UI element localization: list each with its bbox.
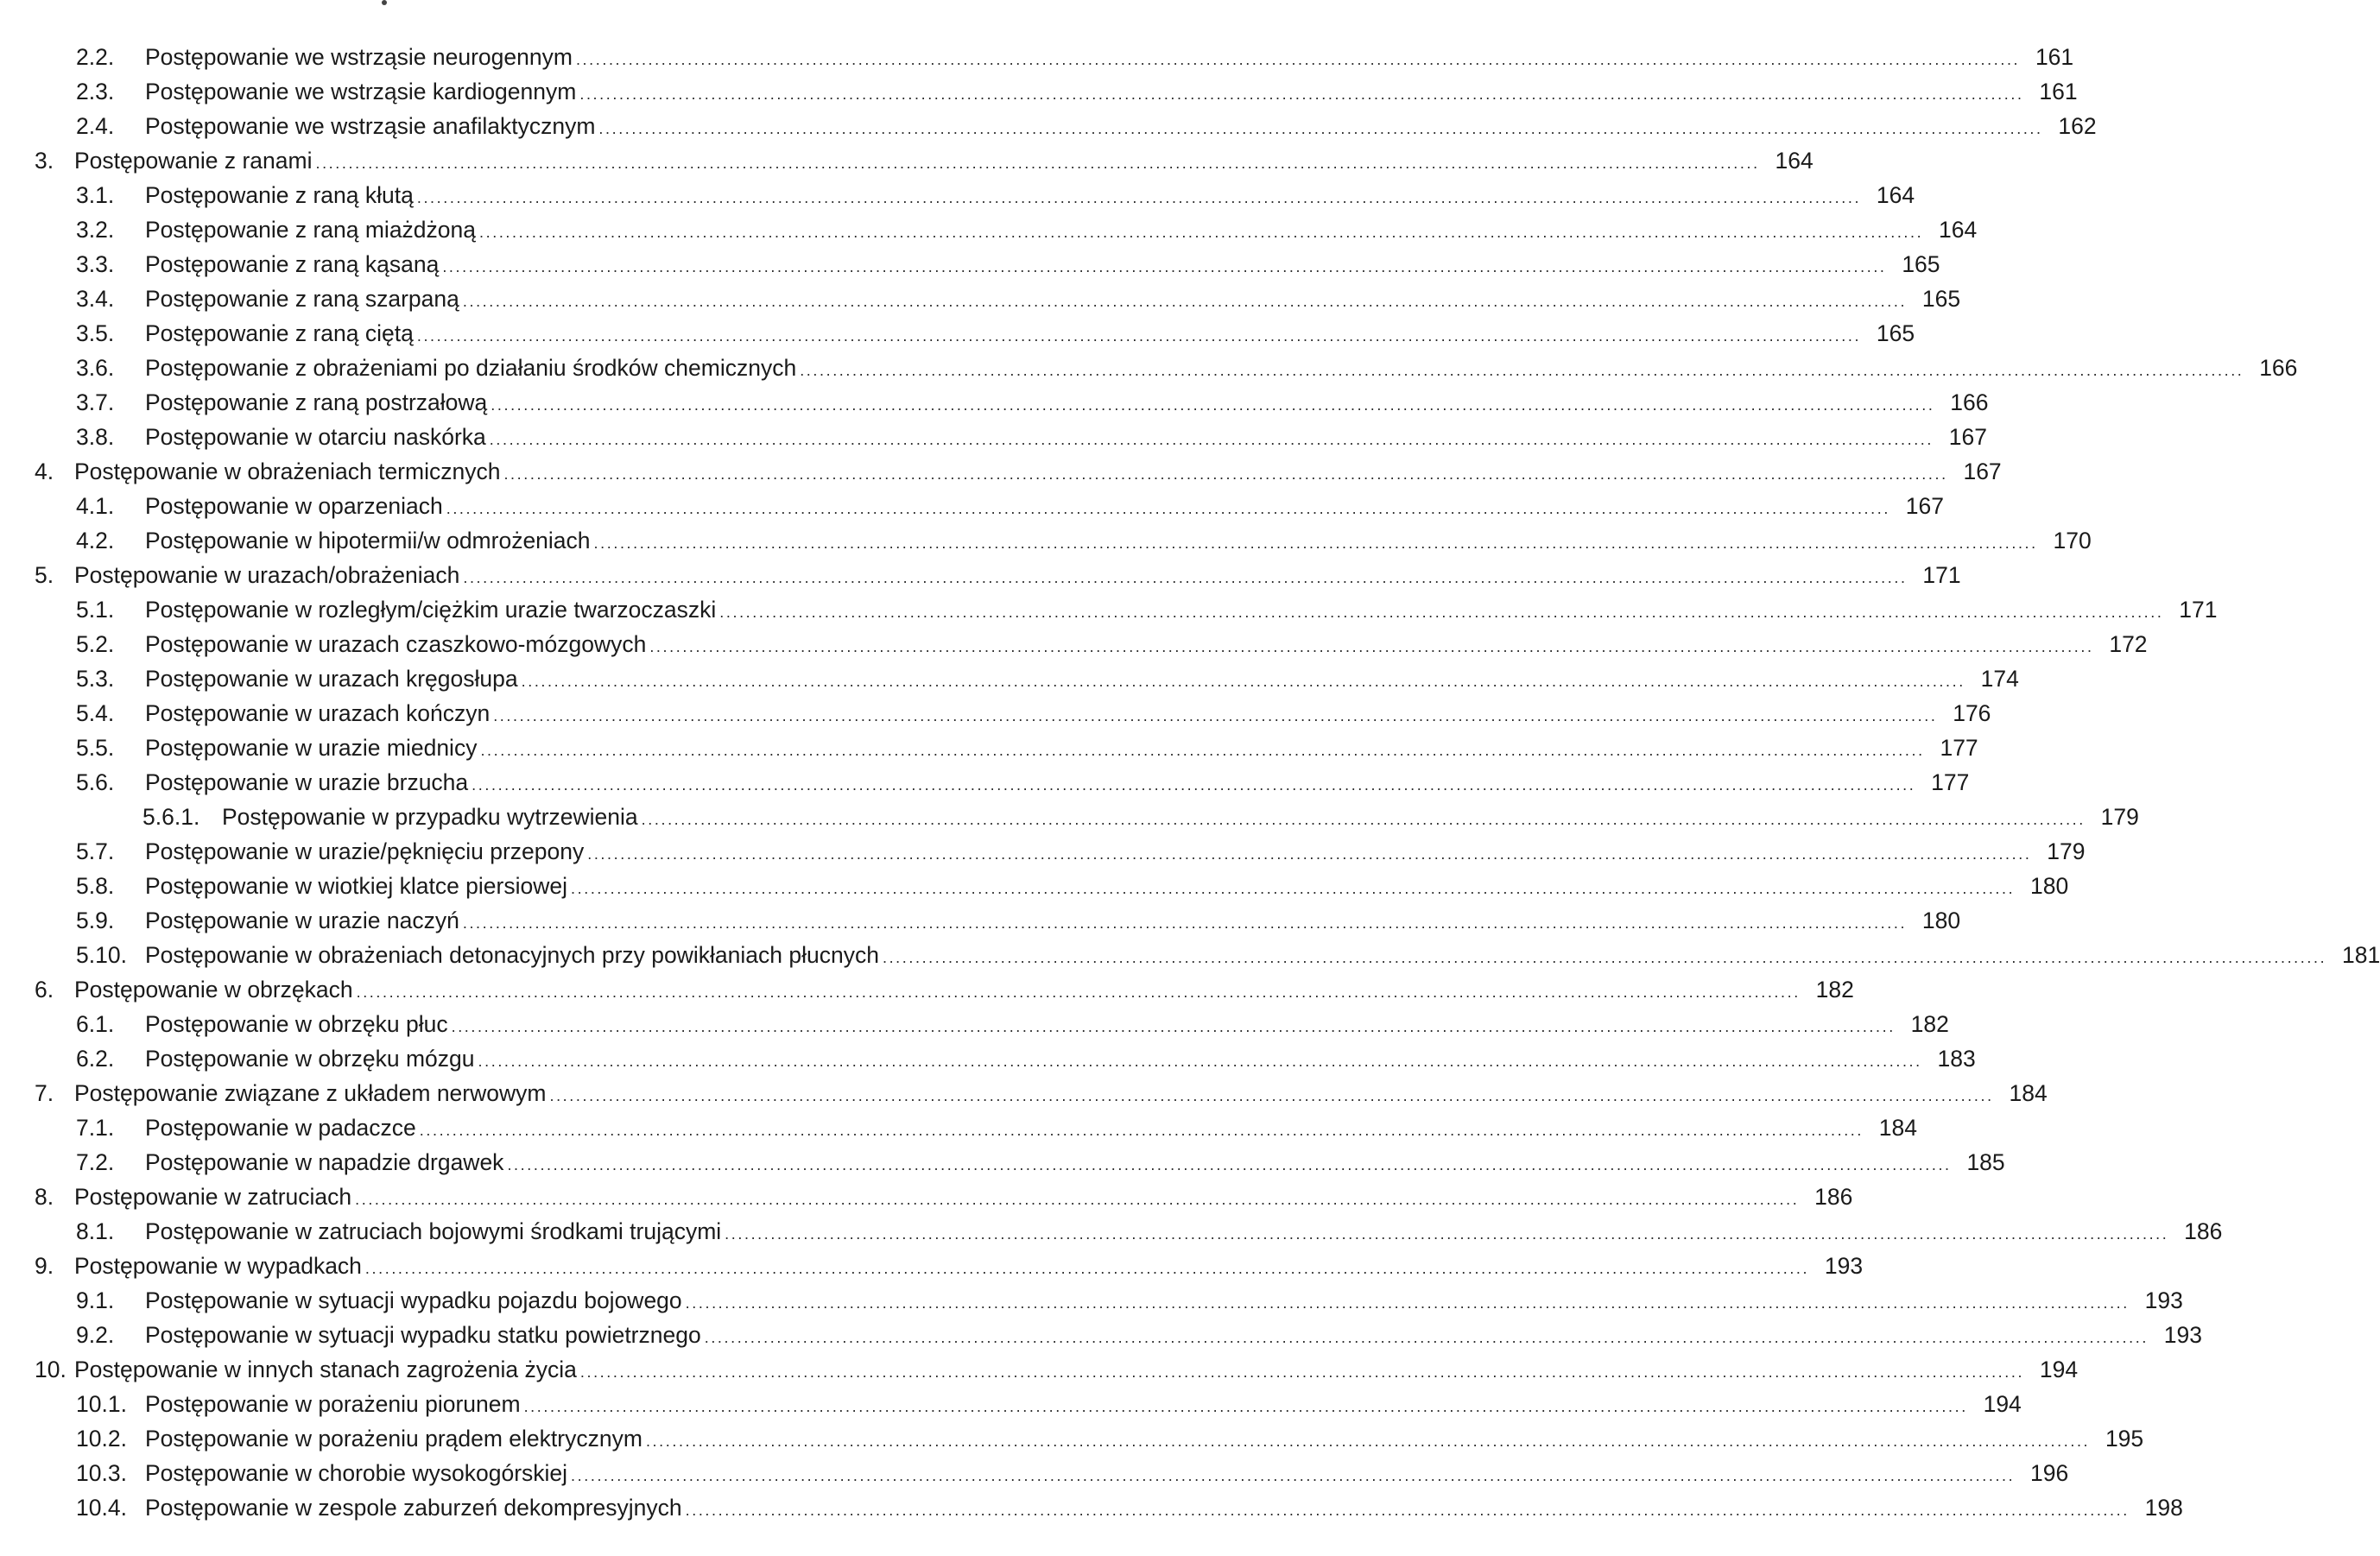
- toc-entry-number: 2.4.: [76, 113, 115, 139]
- toc-entry-title: Postępowanie we wstrząsie neurogennym: [145, 44, 573, 70]
- toc-entry-number: 5.8.: [76, 873, 115, 899]
- toc-entry-title: Postępowanie w urazie/pęknięciu przepony: [145, 838, 585, 864]
- toc-entry-page: 183: [1937, 1046, 1976, 1072]
- toc-entry-number: 9.: [35, 1253, 54, 1279]
- toc-entry-page: 177: [1940, 735, 1978, 761]
- toc-entry: [0, 1456, 2069, 1490]
- toc-entry: [0, 212, 1978, 247]
- toc-entry: [0, 109, 2097, 143]
- toc-entry-title: Postępowanie w obrzęku mózgu: [145, 1046, 475, 1072]
- toc-entry: [0, 1180, 1853, 1214]
- toc-entry-page: 194: [2039, 1357, 2079, 1382]
- dot-leader: ............................................................................................................................................................................................................................: [503, 465, 1948, 483]
- toc-entry-number: 4.1.: [76, 493, 115, 519]
- toc-entry-page: 180: [1921, 908, 1961, 933]
- toc-entry-title: Postępowanie z raną kłutą: [145, 182, 414, 208]
- toc-entry-number: 5.9.: [76, 908, 115, 933]
- toc-entry: [0, 592, 2218, 627]
- toc-entry: [0, 1041, 1976, 1076]
- toc-entry-title: Postępowanie w urazach kręgosłupa: [145, 666, 518, 692]
- toc-entry-number: 3.3.: [76, 251, 115, 277]
- toc-entry: [0, 1490, 2183, 1525]
- toc-entry-title: Postępowanie z raną ciętą: [145, 320, 414, 346]
- toc-entry: [0, 869, 2069, 903]
- dot-leader: ............................................................................................................................................................................................................................: [480, 742, 1925, 759]
- toc-entry-page: 166: [1950, 389, 1989, 415]
- toc-entry: [0, 938, 2380, 972]
- toc-entry: [0, 454, 2002, 489]
- toc-entry-page: 193: [2144, 1287, 2183, 1313]
- toc-entry-title: Postępowanie w innych stanach zagrożenia życia: [74, 1357, 577, 1382]
- toc-entry-number: 8.: [35, 1184, 54, 1210]
- toc-entry-page: 176: [1953, 700, 1991, 726]
- toc-entry-number: 5.6.1.: [142, 804, 200, 830]
- toc-entry: [0, 351, 2298, 385]
- dot-leader: ............................................................................................................................................................................................................................: [446, 500, 1890, 517]
- toc-entry-number: 10.1.: [76, 1391, 127, 1417]
- toc-entry: [0, 1249, 1864, 1283]
- toc-entry-title: Postępowanie w przypadku wytrzewienia: [222, 804, 638, 830]
- dot-leader: ............................................................................................................................................................................................................................: [704, 1329, 2149, 1346]
- toc-entry-title: Postępowanie w padaczce: [145, 1115, 416, 1141]
- dot-leader: ............................................................................................................................................................................................................................: [725, 1225, 2169, 1243]
- dot-leader: ............................................................................................................................................................................................................................: [549, 1087, 1994, 1104]
- toc-entry-page: 167: [1905, 493, 1944, 519]
- toc-entry-number: 4.: [35, 459, 54, 484]
- toc-entry-title: Postępowanie z raną miażdżoną: [145, 217, 477, 243]
- scan-mark: [382, 0, 387, 5]
- toc-entry-number: 5.2.: [76, 631, 115, 657]
- toc-entry-number: 2.3.: [76, 79, 115, 104]
- toc-entry-number: 7.: [35, 1080, 54, 1106]
- toc-entry-title: Postępowanie w sytuacji wypadku statku powietrznego: [145, 1322, 701, 1348]
- toc-entry: [0, 40, 2074, 74]
- dot-leader: ............................................................................................................................................................................................................................: [364, 1260, 1810, 1277]
- toc-entry-number: 3.4.: [76, 286, 115, 312]
- toc-entry-number: 3.8.: [76, 424, 115, 450]
- dot-leader: ............................................................................................................................................................................................................................: [685, 1294, 2130, 1312]
- toc-entry-page: 161: [2035, 44, 2074, 70]
- toc-entry-number: 10.4.: [76, 1495, 127, 1521]
- toc-entry: [0, 420, 1987, 454]
- dot-leader: ............................................................................................................................................................................................................................: [800, 362, 2244, 379]
- toc-entry: [0, 661, 2019, 696]
- toc-entry-title: Postępowanie w napadzie drgawek: [145, 1149, 504, 1175]
- toc-entry: [0, 523, 2092, 558]
- dot-leader: ............................................................................................................................................................................................................................: [416, 189, 1862, 206]
- toc-entry-page: 194: [1983, 1391, 2022, 1417]
- toc-entry: [0, 696, 1991, 731]
- toc-entry-page: 165: [1902, 251, 1940, 277]
- toc-entry-page: 165: [1921, 286, 1961, 312]
- dot-leader: ............................................................................................................................................................................................................................: [507, 1156, 1952, 1173]
- toc-entry-page: 172: [2109, 631, 2148, 657]
- toc-entry-number: 3.: [35, 148, 54, 174]
- toc-entry-title: Postępowanie w urazie miednicy: [145, 735, 478, 761]
- toc-entry-number: 6.2.: [76, 1046, 115, 1072]
- toc-entry: [0, 1318, 2202, 1352]
- dot-leader: ............................................................................................................................................................................................................................: [479, 224, 1924, 241]
- toc-entry-page: 195: [2105, 1426, 2144, 1452]
- dot-leader: ............................................................................................................................................................................................................................: [355, 1191, 1800, 1208]
- toc-entry-title: Postępowanie w rozległym/ciężkim urazie twarzoczaszki: [145, 597, 717, 623]
- toc-entry-page: 177: [1931, 769, 1970, 795]
- toc-entry: [0, 1283, 2183, 1318]
- dot-leader: ............................................................................................................................................................................................................................: [356, 984, 1801, 1001]
- toc-entry-title: Postępowanie w chorobie wysokogórskiej: [145, 1460, 568, 1486]
- toc-entry: [0, 731, 1978, 765]
- toc-entry-number: 5.1.: [76, 597, 115, 623]
- toc-entry-title: Postępowanie w obrażeniach detonacyjnych przy powikłaniach płucnych: [145, 942, 879, 968]
- toc-entry-number: 5.4.: [76, 700, 115, 726]
- toc-entry-title: Postępowanie we wstrząsie kardiogennym: [145, 79, 577, 104]
- toc-entry-number: 6.: [35, 977, 54, 1003]
- toc-entry-page: 166: [2259, 355, 2298, 381]
- toc-entry-title: Postępowanie w urazie brzucha: [145, 769, 469, 795]
- toc-entry: [0, 1352, 2079, 1387]
- toc-entry: [0, 74, 2078, 109]
- dot-leader: ............................................................................................................................................................................................................................: [685, 1502, 2130, 1519]
- toc-entry: [0, 627, 2148, 661]
- toc-entry-title: Postępowanie w urazach kończyn: [145, 700, 491, 726]
- toc-entry: [0, 143, 1813, 178]
- dot-leader: ............................................................................................................................................................................................................................: [523, 1398, 1968, 1415]
- dot-leader: ............................................................................................................................................................................................................................: [416, 327, 1862, 345]
- toc-entry-page: 196: [2030, 1460, 2069, 1486]
- toc-entry-number: 9.2.: [76, 1322, 115, 1348]
- table-of-contents: [0, 40, 2380, 1525]
- dot-leader: ............................................................................................................................................................................................................................: [579, 1363, 2025, 1381]
- dot-leader: ............................................................................................................................................................................................................................: [571, 1467, 2016, 1484]
- toc-entry-title: Postępowanie w zatruciach: [74, 1184, 352, 1210]
- toc-entry-page: 162: [2058, 113, 2097, 139]
- toc-entry-page: 167: [1963, 459, 2002, 484]
- toc-entry-title: Postępowanie w obrzęku płuc: [145, 1011, 448, 1037]
- toc-entry-title: Postępowanie w oparzeniach: [145, 493, 443, 519]
- toc-entry-title: Postępowanie w sytuacji wypadku pojazdu bojowego: [145, 1287, 682, 1313]
- toc-entry-page: 181: [2341, 942, 2380, 968]
- dot-leader: ............................................................................................................................................................................................................................: [587, 845, 2032, 863]
- dot-leader: ............................................................................................................................................................................................................................: [442, 258, 1887, 275]
- toc-entry-page: 167: [1948, 424, 1987, 450]
- dot-leader: ............................................................................................................................................................................................................................: [491, 396, 1935, 414]
- toc-entry: [0, 1110, 1918, 1145]
- toc-entry-title: Postępowanie w wiotkiej klatce piersiowej: [145, 873, 568, 899]
- toc-entry-title: Postępowanie w urazach czaszkowo-mózgowych: [145, 631, 647, 657]
- dot-leader: ............................................................................................................................................................................................................................: [462, 914, 1908, 932]
- toc-entry-number: 3.2.: [76, 217, 115, 243]
- dot-leader: ............................................................................................................................................................................................................................: [462, 293, 1908, 310]
- toc-entry: [0, 834, 2086, 869]
- toc-entry-page: 174: [1980, 666, 2019, 692]
- toc-entry-title: Postępowanie w hipotermii/w odmrożeniach: [145, 528, 591, 553]
- toc-entry-page: 165: [1876, 320, 1915, 346]
- dot-leader: ............................................................................................................................................................................................................................: [645, 1433, 2091, 1450]
- toc-entry-page: 193: [1824, 1253, 1864, 1279]
- dot-leader: ............................................................................................................................................................................................................................: [463, 569, 1908, 586]
- toc-entry-number: 10.2.: [76, 1426, 127, 1452]
- toc-entry-page: 171: [2179, 597, 2218, 623]
- toc-entry: [0, 385, 1989, 420]
- toc-entry-number: 5.: [35, 562, 54, 588]
- toc-entry-number: 10.3.: [76, 1460, 127, 1486]
- toc-entry: [0, 1421, 2144, 1456]
- dot-leader: ............................................................................................................................................................................................................................: [451, 1018, 1896, 1035]
- toc-entry-title: Postępowanie w obrażeniach termicznych: [74, 459, 501, 484]
- toc-entry: [0, 1145, 2005, 1180]
- toc-entry: [0, 800, 2139, 834]
- toc-entry-number: 7.2.: [76, 1149, 115, 1175]
- toc-entry-page: 179: [2047, 838, 2086, 864]
- toc-entry-page: 185: [1966, 1149, 2005, 1175]
- toc-entry-page: 193: [2163, 1322, 2202, 1348]
- toc-entry: [0, 1007, 1949, 1041]
- toc-entry-title: Postępowanie w porażeniu prądem elektrycznym: [145, 1426, 642, 1452]
- toc-entry-page: 161: [2039, 79, 2078, 104]
- toc-entry: [0, 1214, 2223, 1249]
- toc-entry-page: 182: [1910, 1011, 1949, 1037]
- toc-entry: [0, 281, 1961, 316]
- dot-leader: ............................................................................................................................................................................................................................: [649, 638, 2094, 655]
- toc-entry: [0, 903, 1961, 938]
- toc-entry-number: 3.7.: [76, 389, 115, 415]
- toc-entry: [0, 558, 1961, 592]
- toc-entry-title: Postępowanie w zatruciach bojowymi środkami trującymi: [145, 1218, 722, 1244]
- dot-leader: ............................................................................................................................................................................................................................: [478, 1053, 1922, 1070]
- dot-leader: ............................................................................................................................................................................................................................: [641, 811, 2086, 828]
- toc-entry-page: 164: [1876, 182, 1915, 208]
- toc-entry-page: 186: [2184, 1218, 2223, 1244]
- toc-entry-page: 186: [1814, 1184, 1853, 1210]
- toc-entry-title: Postępowanie z obrażeniami po działaniu środków chemicznych: [145, 355, 797, 381]
- toc-entry-page: 170: [2053, 528, 2092, 553]
- toc-entry-page: 198: [2144, 1495, 2183, 1521]
- toc-entry-number: 5.6.: [76, 769, 115, 795]
- toc-entry-title: Postępowanie w zespole zaburzeń dekompresyjnych: [145, 1495, 682, 1521]
- toc-entry-page: 164: [1939, 217, 1978, 243]
- dot-leader: ............................................................................................................................................................................................................................: [882, 949, 2327, 966]
- toc-entry-number: 9.1.: [76, 1287, 115, 1313]
- dot-leader: ............................................................................................................................................................................................................................: [575, 51, 2021, 68]
- dot-leader: ............................................................................................................................................................................................................................: [493, 707, 1938, 724]
- toc-entry: [0, 178, 1915, 212]
- dot-leader: ............................................................................................................................................................................................................................: [472, 776, 1916, 794]
- dot-leader: ............................................................................................................................................................................................................................: [315, 155, 1760, 172]
- toc-entry-title: Postępowanie z raną postrzałową: [145, 389, 488, 415]
- toc-entry-title: Postępowanie związane z układem nerwowym: [74, 1080, 547, 1106]
- toc-entry-title: Postępowanie z raną szarpaną: [145, 286, 459, 312]
- toc-entry: [0, 1076, 2048, 1110]
- toc-entry-number: 10.: [35, 1357, 66, 1382]
- dot-leader: ............................................................................................................................................................................................................................: [489, 431, 1934, 448]
- toc-entry: [0, 972, 1854, 1007]
- toc-entry-number: 5.5.: [76, 735, 115, 761]
- dot-leader: ............................................................................................................................................................................................................................: [579, 85, 2024, 103]
- toc-entry-page: 164: [1775, 148, 1813, 174]
- toc-entry-title: Postępowanie we wstrząsie anafilaktycznym: [145, 113, 596, 139]
- dot-leader: ............................................................................................................................................................................................................................: [521, 673, 1965, 690]
- toc-entry-title: Postępowanie w porażeniu piorunem: [145, 1391, 521, 1417]
- toc-entry-number: 5.3.: [76, 666, 115, 692]
- toc-entry-number: 2.2.: [76, 44, 115, 70]
- toc-entry: [0, 316, 1915, 351]
- toc-entry-number: 5.10.: [76, 942, 127, 968]
- toc-entry-title: Postępowanie w obrzękach: [74, 977, 353, 1003]
- toc-entry-page: 171: [1922, 562, 1961, 588]
- toc-entry-number: 3.1.: [76, 182, 115, 208]
- dot-leader: ............................................................................................................................................................................................................................: [419, 1122, 1864, 1139]
- toc-entry: [0, 247, 1940, 281]
- toc-entry-title: Postępowanie w otarciu naskórka: [145, 424, 486, 450]
- toc-entry-number: 5.7.: [76, 838, 115, 864]
- toc-entry-page: 184: [2009, 1080, 2048, 1106]
- toc-entry-page: 184: [1878, 1115, 1918, 1141]
- toc-entry-page: 179: [2100, 804, 2139, 830]
- toc-entry-title: Postępowanie z raną kąsaną: [145, 251, 440, 277]
- toc-entry: [0, 489, 1944, 523]
- toc-entry: [0, 765, 1970, 800]
- toc-entry-title: Postępowanie w urazach/obrażeniach: [74, 562, 460, 588]
- toc-entry-number: 7.1.: [76, 1115, 115, 1141]
- toc-entry-number: 8.1.: [76, 1218, 115, 1244]
- toc-entry-title: Postępowanie z ranami: [74, 148, 313, 174]
- toc-entry-page: 180: [2030, 873, 2069, 899]
- dot-leader: ............................................................................................................................................................................................................................: [598, 120, 2043, 137]
- toc-entry-number: 6.1.: [76, 1011, 115, 1037]
- toc-entry-number: 3.5.: [76, 320, 115, 346]
- toc-entry-number: 4.2.: [76, 528, 115, 553]
- toc-entry-title: Postępowanie w wypadkach: [74, 1253, 362, 1279]
- toc-entry-title: Postępowanie w urazie naczyń: [145, 908, 459, 933]
- toc-entry-number: 3.6.: [76, 355, 115, 381]
- dot-leader: ............................................................................................................................................................................................................................: [593, 534, 2038, 552]
- toc-entry-page: 182: [1815, 977, 1854, 1003]
- dot-leader: ............................................................................................................................................................................................................................: [571, 880, 2016, 897]
- toc-entry: [0, 1387, 2022, 1421]
- dot-leader: ............................................................................................................................................................................................................................: [719, 604, 2164, 621]
